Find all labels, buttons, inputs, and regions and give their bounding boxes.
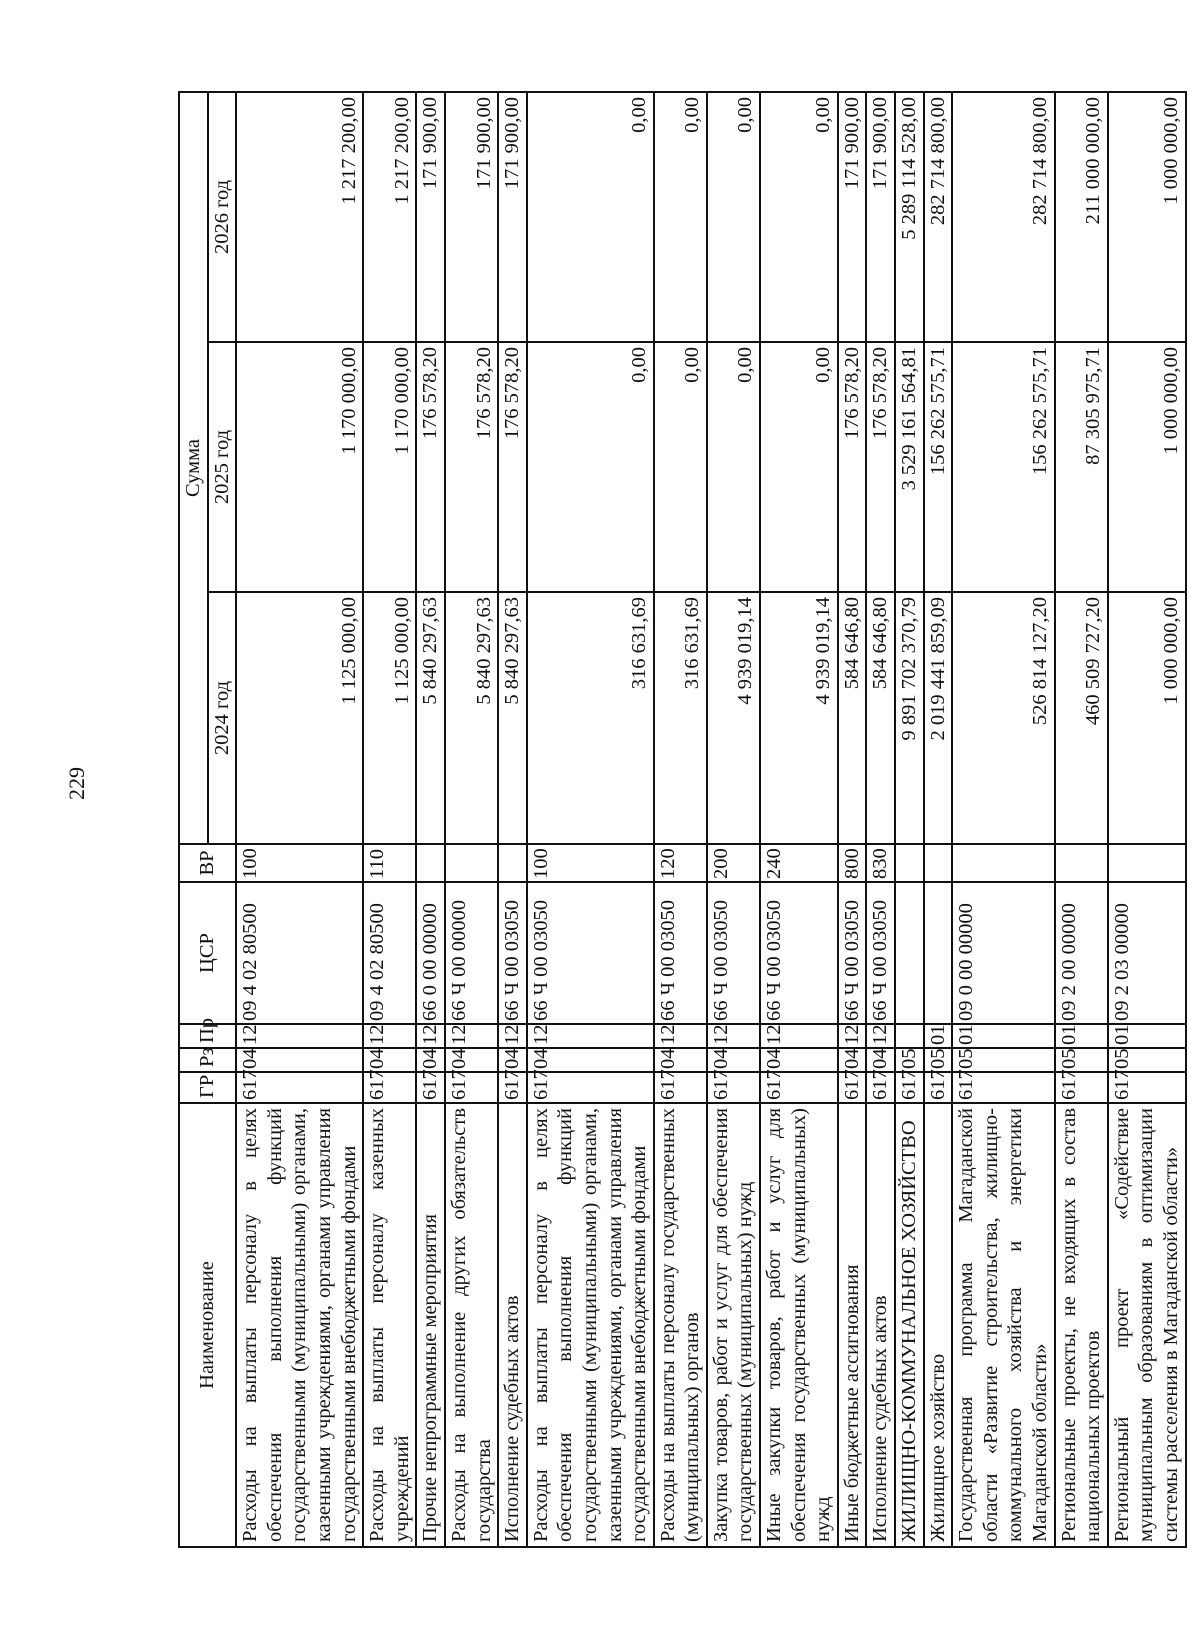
row-amount-2025: 3 529 161 564,81 [895,342,924,592]
row-rz: 04 [363,1048,416,1072]
table-row [838,92,867,1547]
row-amount-2025: 0,00 [527,342,654,592]
row-vr: 200 [707,844,760,882]
row-gr: 617 [654,1072,707,1103]
row-pr: 12 [654,1024,707,1048]
row-amount-2026: 282 714 800,00 [924,92,953,342]
row-vr [498,844,527,882]
row-amount-2024: 1 125 000,00 [236,592,363,844]
table-row [498,92,527,1547]
row-name: Исполнение судебных актов [498,1103,527,1547]
row-pr: 12 [707,1024,760,1048]
row-amount-2024: 584 646,80 [866,592,895,844]
header-csr: ЦСР [179,882,236,1024]
header-vr: ВР [179,844,236,882]
table-body [236,92,1185,1547]
table-row [760,92,838,1547]
row-amount-2025: 176 578,20 [866,342,895,592]
row-csr [895,882,924,1024]
budget-table-container [178,93,1182,1548]
header-2025: 2025 год [208,342,237,592]
row-name: Исполнение судебных актов [866,1103,895,1547]
row-csr: 09 2 03 00000 [1108,882,1186,1024]
row-name: Расходы на выплаты персоналу государственных (муниципальных) органов [654,1103,707,1547]
row-csr: 66 Ч 00 03050 [760,882,838,1024]
table-row [416,92,445,1547]
row-amount-2026: 1 217 200,00 [236,92,363,342]
row-amount-2024: 5 840 297,63 [445,592,498,844]
row-amount-2025: 0,00 [707,342,760,592]
row-amount-2024: 526 814 127,20 [952,592,1054,844]
row-amount-2024: 5 840 297,63 [498,592,527,844]
row-amount-2024: 584 646,80 [838,592,867,844]
header-2024: 2024 год [208,592,237,844]
row-amount-2024: 4 939 019,14 [707,592,760,844]
row-vr: 100 [236,844,363,882]
row-csr: 66 Ч 00 03050 [527,882,654,1024]
row-rz: 05 [924,1048,953,1072]
row-csr: 66 Ч 00 03050 [498,882,527,1024]
row-name: Закупка товаров, работ и услуг для обеспечения государственных (муниципальных) нужд [707,1103,760,1547]
table-row [924,92,953,1547]
row-vr: 240 [760,844,838,882]
row-pr [895,1024,924,1048]
row-vr: 110 [363,844,416,882]
row-gr: 617 [924,1072,953,1103]
row-amount-2026: 171 900,00 [416,92,445,342]
header-2026: 2026 год [208,92,237,342]
budget-table [178,91,1187,1548]
row-vr [924,844,953,882]
row-amount-2024: 5 840 297,63 [416,592,445,844]
row-amount-2025: 1 170 000,00 [236,342,363,592]
row-vr [445,844,498,882]
table-row [866,92,895,1547]
header-sum: Сумма [179,92,208,844]
row-pr: 01 [1055,1024,1108,1048]
row-gr: 617 [498,1072,527,1103]
row-name: Прочие непрограммные мероприятия [416,1103,445,1547]
row-pr: 12 [527,1024,654,1048]
header-gr: ГР [179,1072,236,1103]
row-amount-2026: 211 000 000,00 [1055,92,1108,342]
row-rz: 04 [498,1048,527,1072]
row-vr [895,844,924,882]
row-pr: 01 [1108,1024,1186,1048]
row-csr: 09 4 02 80500 [236,882,363,1024]
row-amount-2025: 87 305 975,71 [1055,342,1108,592]
row-pr: 12 [866,1024,895,1048]
row-gr: 617 [760,1072,838,1103]
row-pr: 01 [952,1024,1054,1048]
row-vr [1055,844,1108,882]
row-amount-2026: 0,00 [760,92,838,342]
row-csr: 66 Ч 00 03050 [654,882,707,1024]
row-rz: 05 [895,1048,924,1072]
row-amount-2025: 156 262 575,71 [924,342,953,592]
row-rz: 04 [654,1048,707,1072]
row-rz: 04 [416,1048,445,1072]
row-gr: 617 [416,1072,445,1103]
row-amount-2026: 282 714 800,00 [952,92,1054,342]
row-amount-2025: 176 578,20 [445,342,498,592]
row-vr: 800 [838,844,867,882]
row-gr: 617 [1055,1072,1108,1103]
row-rz: 04 [527,1048,654,1072]
row-gr: 617 [236,1072,363,1103]
row-name: Расходы на выплаты персоналу в целях обеспечения выполнения функций государственными (муниципальными) органами, казенными учреждениями, органами управления государственными внебюджетными фондами [236,1103,363,1547]
table-row [1055,92,1108,1547]
row-csr: 66 Ч 00 03050 [866,882,895,1024]
table-row [445,92,498,1547]
row-amount-2024: 2 019 441 859,09 [924,592,953,844]
row-vr: 830 [866,844,895,882]
row-amount-2024: 4 939 019,14 [760,592,838,844]
row-name: Расходы на выплаты персоналу в целях обеспечения выполнения функций государственными (муниципальными) органами, казенными учреждениями, органами управления государственными внебюджетными фондами [527,1103,654,1547]
row-pr: 12 [416,1024,445,1048]
row-csr: 66 Ч 00 03050 [838,882,867,1024]
row-amount-2024: 1 125 000,00 [363,592,416,844]
row-amount-2025: 1 000 000,00 [1108,342,1186,592]
row-amount-2025: 176 578,20 [416,342,445,592]
row-gr: 617 [445,1072,498,1103]
row-name: Региональный проект «Содействие муниципальным образованиям в оптимизации системы расселения в Магаданской области» [1108,1103,1186,1547]
row-pr: 12 [445,1024,498,1048]
row-pr: 01 [924,1024,953,1048]
row-amount-2026: 171 900,00 [498,92,527,342]
row-name: Государственная программа Магаданской области «Развитие строительства, жилищно-коммунального хозяйства и энергетики Магаданской области» [952,1103,1054,1547]
row-amount-2025: 156 262 575,71 [952,342,1054,592]
row-amount-2024: 316 631,69 [527,592,654,844]
row-name: Региональные проекты, не входящих в состав национальных проектов [1055,1103,1108,1547]
table-row [527,92,654,1547]
row-csr: 09 0 00 00000 [952,882,1054,1024]
row-csr [924,882,953,1024]
row-vr: 120 [654,844,707,882]
row-amount-2024: 9 891 702 370,79 [895,592,924,844]
row-rz: 05 [1108,1048,1186,1072]
row-amount-2025: 0,00 [654,342,707,592]
row-name: ЖИЛИЩНО-КОММУНАЛЬНОЕ ХОЗЯЙСТВО [895,1103,924,1547]
row-rz: 04 [707,1048,760,1072]
row-amount-2026: 5 289 114 528,00 [895,92,924,342]
row-gr: 617 [1108,1072,1186,1103]
row-pr: 12 [760,1024,838,1048]
table-row [952,92,1054,1547]
row-pr: 12 [498,1024,527,1048]
row-gr: 617 [952,1072,1054,1103]
row-name: Расходы на выполнение других обязательств государства [445,1103,498,1547]
row-csr: 66 Ч 00 00000 [445,882,498,1024]
row-rz: 04 [838,1048,867,1072]
row-name: Иные закупки товаров, работ и услуг для обеспечения государственных (муниципальных) нужд [760,1103,838,1547]
row-rz: 04 [236,1048,363,1072]
row-rz: 04 [866,1048,895,1072]
row-gr: 617 [527,1072,654,1103]
row-gr: 617 [866,1072,895,1103]
row-name: Расходы на выплаты персоналу казенных учреждений [363,1103,416,1547]
row-pr: 12 [363,1024,416,1048]
row-amount-2024: 316 631,69 [654,592,707,844]
row-rz: 04 [445,1048,498,1072]
table-row [707,92,760,1547]
row-vr [1108,844,1186,882]
header-pr: Пр [179,1024,236,1048]
row-pr: 12 [838,1024,867,1048]
row-rz: 05 [1055,1048,1108,1072]
row-gr: 617 [895,1072,924,1103]
table-row [654,92,707,1547]
row-amount-2026: 171 900,00 [445,92,498,342]
row-amount-2024: 1 000 000,00 [1108,592,1186,844]
header-name: Наименование [179,1103,236,1547]
row-gr: 617 [363,1072,416,1103]
table-row [236,92,363,1547]
row-gr: 617 [838,1072,867,1103]
row-amount-2024: 460 509 727,20 [1055,592,1108,844]
row-amount-2026: 171 900,00 [838,92,867,342]
row-csr: 66 0 00 00000 [416,882,445,1024]
row-amount-2025: 176 578,20 [838,342,867,592]
row-name: Иные бюджетные ассигнования [838,1103,867,1547]
header-rz: Рз [179,1048,236,1072]
row-amount-2026: 0,00 [654,92,707,342]
row-amount-2025: 0,00 [760,342,838,592]
table-row [363,92,416,1547]
row-amount-2026: 0,00 [527,92,654,342]
table-row [895,92,924,1547]
row-vr [416,844,445,882]
row-name: Жилищное хозяйство [924,1103,953,1547]
row-pr: 12 [236,1024,363,1048]
page-number: 229 [64,767,89,800]
row-rz: 04 [760,1048,838,1072]
row-amount-2026: 0,00 [707,92,760,342]
table-row [1108,92,1186,1547]
row-vr: 100 [527,844,654,882]
row-amount-2025: 1 170 000,00 [363,342,416,592]
row-gr: 617 [707,1072,760,1103]
row-amount-2026: 1 217 200,00 [363,92,416,342]
row-amount-2026: 1 000 000,00 [1108,92,1186,342]
row-csr: 09 4 02 80500 [363,882,416,1024]
row-csr: 09 2 00 00000 [1055,882,1108,1024]
row-csr: 66 Ч 00 03050 [707,882,760,1024]
row-rz: 05 [952,1048,1054,1072]
row-vr [952,844,1054,882]
row-amount-2026: 171 900,00 [866,92,895,342]
row-amount-2025: 176 578,20 [498,342,527,592]
